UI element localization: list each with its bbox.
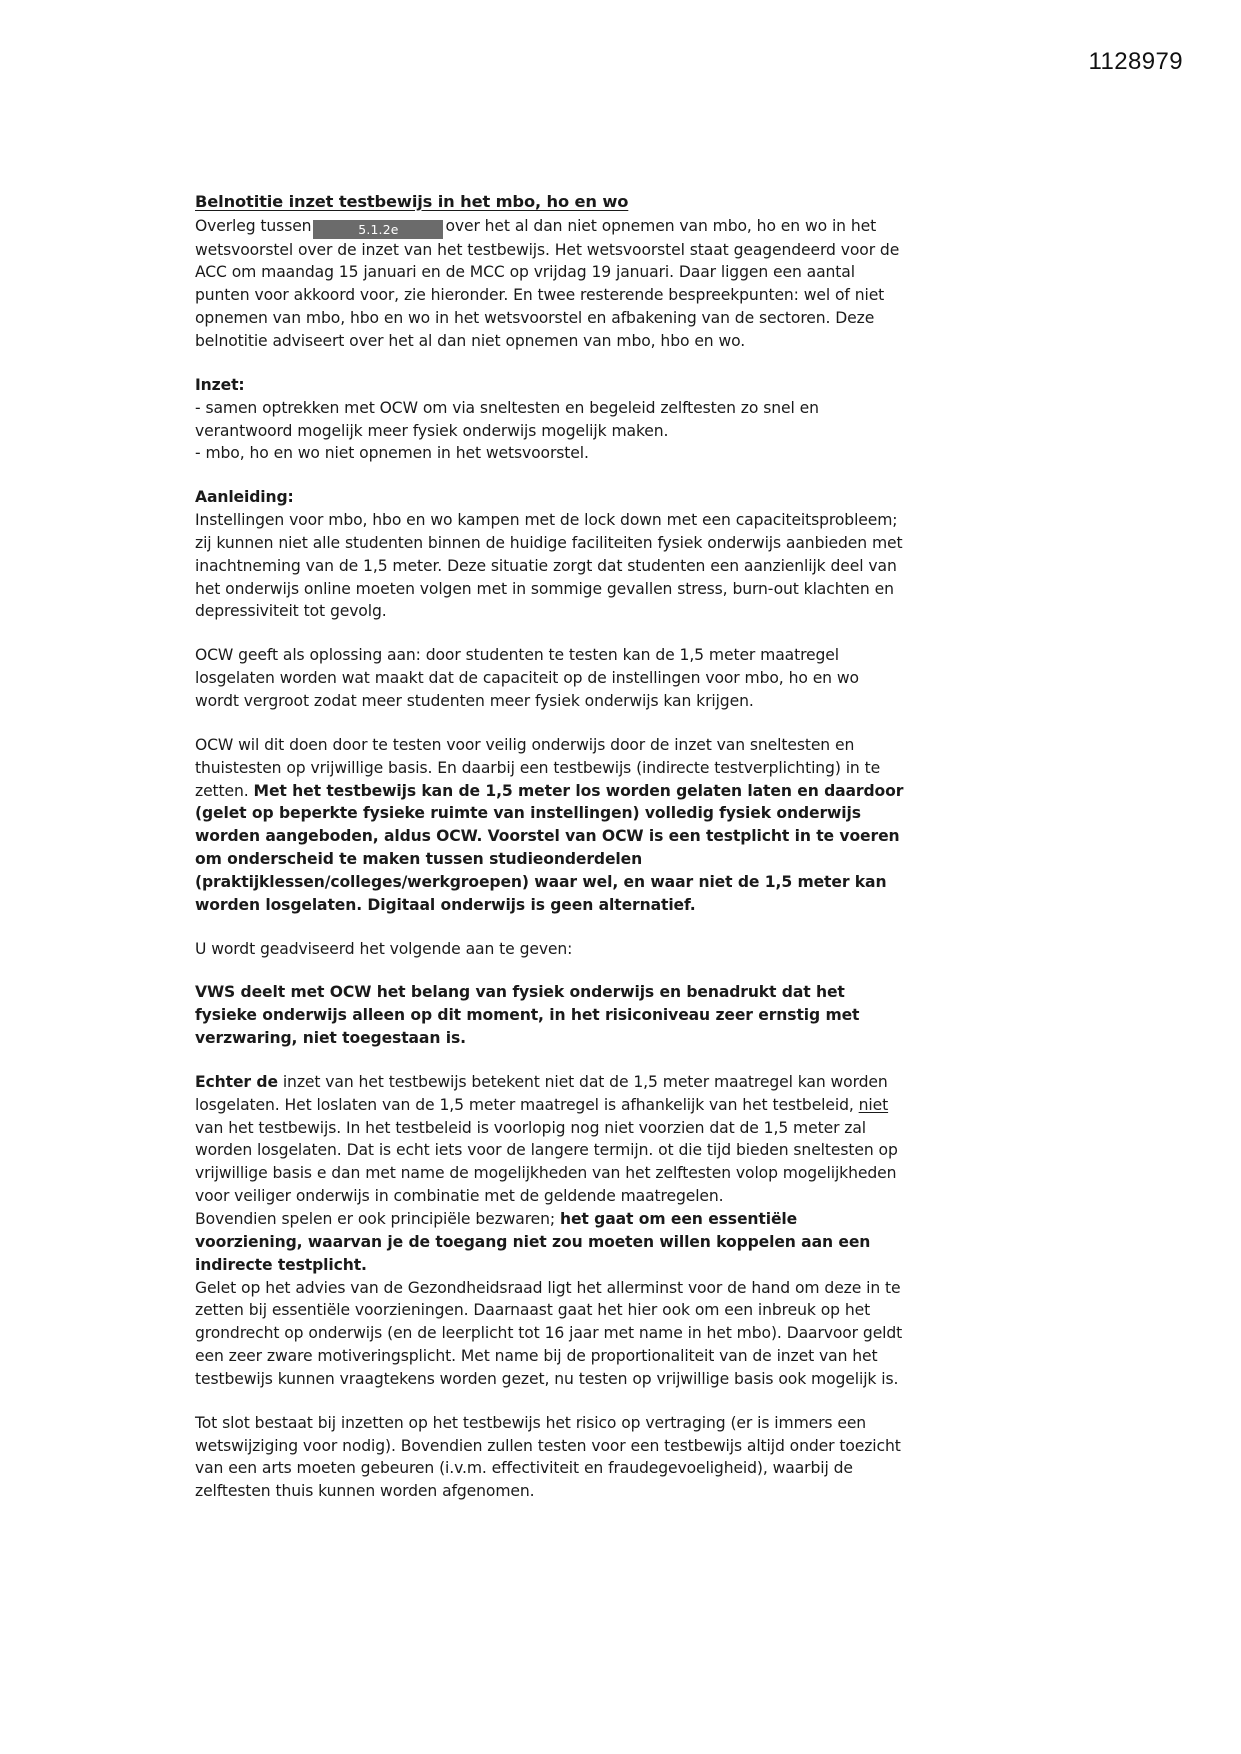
echter-part-2: van het testbewijs. In het testbeleid is voorlopig nog niet voorzien dat de 1,5 meter zal worden losgelaten. Dat is echt iets voor de langere termijn. ot die tijd bieden sneltesten op vrijwillige basis e dan met name de mogelijkheden van het zelftesten volop mogelijkheden voor veiliger onderwijs in combinatie met de geldende maatregelen. — [195, 1118, 898, 1206]
page-title: Belnotitie inzet testbewijs in het mbo, ho en wo — [195, 192, 629, 211]
gelet-paragraph: Gelet op het advies van de Gezondheidsraad ligt het allerminst voor de hand om deze in te zetten bij essentiële voorzieningen. Daarnaast gaat het hier ook om een inbreuk op het grondrecht op onderwijs (en de leerplicht tot 16 jaar met name in het mbo). Daarvoor geldt een zeer zware motiveringsplicht. Met name bij de proportionaliteit van de inzet van het testbewijs kunnen vraagtekens worden gezet, nu testen op vrijwillige basis ook mogelijk is. — [195, 1278, 903, 1388]
advies-lead-in-text: U wordt geadviseerd het volgende aan te geven: — [195, 939, 573, 958]
intro-before-redaction: Overleg tussen — [195, 216, 312, 235]
document-number: 1128979 — [1088, 48, 1183, 75]
document-body — [195, 190, 907, 1503]
aanleiding-paragraph-3-plain: OCW wil dit doen door te testen voor veilig onderwijs door de inzet van sneltesten en thuistesten op vrijwillige basis. En daarbij een testbewijs (indirecte testverplichting) in te zetten. — [195, 735, 881, 800]
aanleiding-paragraph-2: OCW geeft als oplossing aan: door studenten te testen kan de 1,5 meter maatregel losgelaten worden wat maakt dat de capaciteit op de instellingen voor mbo, ho en wo wordt vergroot zodat meer studenten meer fysiek onderwijs kan krijgen. — [195, 646, 859, 710]
intro-after-redaction: over het al dan niet opnemen van mbo, ho en wo in het wetsvoorstel over de inzet van het testbewijs. Het wetsvoorstel staat geagendeerd voor de ACC om maandag 15 januari en de MCC op vrijdag 19 januari. Daar liggen een aantal punten voor akkoord voor, zie hieronder. En twee resterende bespreekpunten: wel of niet opnemen van mbo, hbo en wo in het wetsvoorstel en afbakening van de sectoren. Deze belnotitie adviseert over het al dan niet opnemen van mbo, hbo en wo. — [195, 216, 900, 350]
inzet-bullet-2: - mbo, ho en wo niet opnemen in het wetsvoorstel. — [195, 444, 589, 463]
aanleiding-paragraph-3 — [195, 734, 907, 917]
intro-paragraph — [195, 215, 907, 353]
echter-bold-lead: Echter de — [195, 1072, 278, 1091]
echter-underlined-niet: niet — [858, 1095, 889, 1114]
section-heading-inzet: Inzet: — [195, 375, 245, 394]
tot-slot-paragraph: Tot slot bestaat bij inzetten op het testbewijs het risico op vertraging (er is immers een wetswijziging voor nodig). Bovendien zullen testen voor een testbewijs altijd onder toezicht van een arts moeten gebeuren (i.v.m. effectiviteit en fraudegevoeligheid), waarbij de zelftesten thuis kunnen worden afgenomen. — [195, 1413, 901, 1501]
aanleiding-paragraph-1: Instellingen voor mbo, hbo en wo kampen met de lock down met een capaciteitsprobleem; zij kunnen niet alle studenten binnen de huidige faciliteiten fysiek onderwijs aanbieden met inachtneming van de 1,5 meter. Deze situatie zorgt dat studenten een aanzienlijk deel van het onderwijs online moeten volgen met in sommige gevallen stress, burn-out klachten en depressiviteit tot gevolg. — [195, 511, 903, 621]
bovendien-plain: Bovendien spelen er ook principiële bezwaren; — [195, 1210, 560, 1228]
bovendien-paragraph — [195, 1208, 907, 1277]
inzet-bullet-1: - samen optrekken met OCW om via sneltesten en begeleid zelftesten zo snel en verantwoord mogelijk meer fysiek onderwijs mogelijk maken. — [195, 398, 819, 440]
redaction-box: 5.1.2e — [313, 220, 443, 239]
bovendien-bold: het gaat om een essentiële voorziening, waarvan je de toegang niet zou moeten willen koppelen aan een indirecte testplicht. — [195, 1210, 871, 1274]
advies-lead-in — [195, 938, 907, 961]
echter-paragraph — [195, 1071, 907, 1208]
vws-statement: VWS deelt met OCW het belang van fysiek onderwijs en benadrukt dat het fysieke onderwijs alleen op dit moment, in het risiconiveau zeer ernstig met verzwaring, niet toegestaan is. — [195, 983, 860, 1048]
section-heading-aanleiding: Aanleiding: — [195, 488, 294, 507]
echter-part-1: inzet van het testbewijs betekent niet dat de 1,5 meter maatregel kan worden losgelaten. Het loslaten van de 1,5 meter maatregel is afhankelijk van het testbeleid, — [195, 1072, 888, 1114]
aanleiding-paragraph-3-bold: Met het testbewijs kan de 1,5 meter los worden gelaten laten en daardoor (gelet op beperkte fysieke ruimte van instellingen) volledig fysiek onderwijs worden aangeboden, aldus OCW. Voorstel van OCW is een testplicht in te voeren om onderscheid te maken tussen studieonderdelen (praktijklessen/colleges/werkgroepen) waar wel, en waar niet de 1,5 meter kan worden losgelaten. Digitaal onderwijs is geen alternatief. — [195, 781, 904, 914]
